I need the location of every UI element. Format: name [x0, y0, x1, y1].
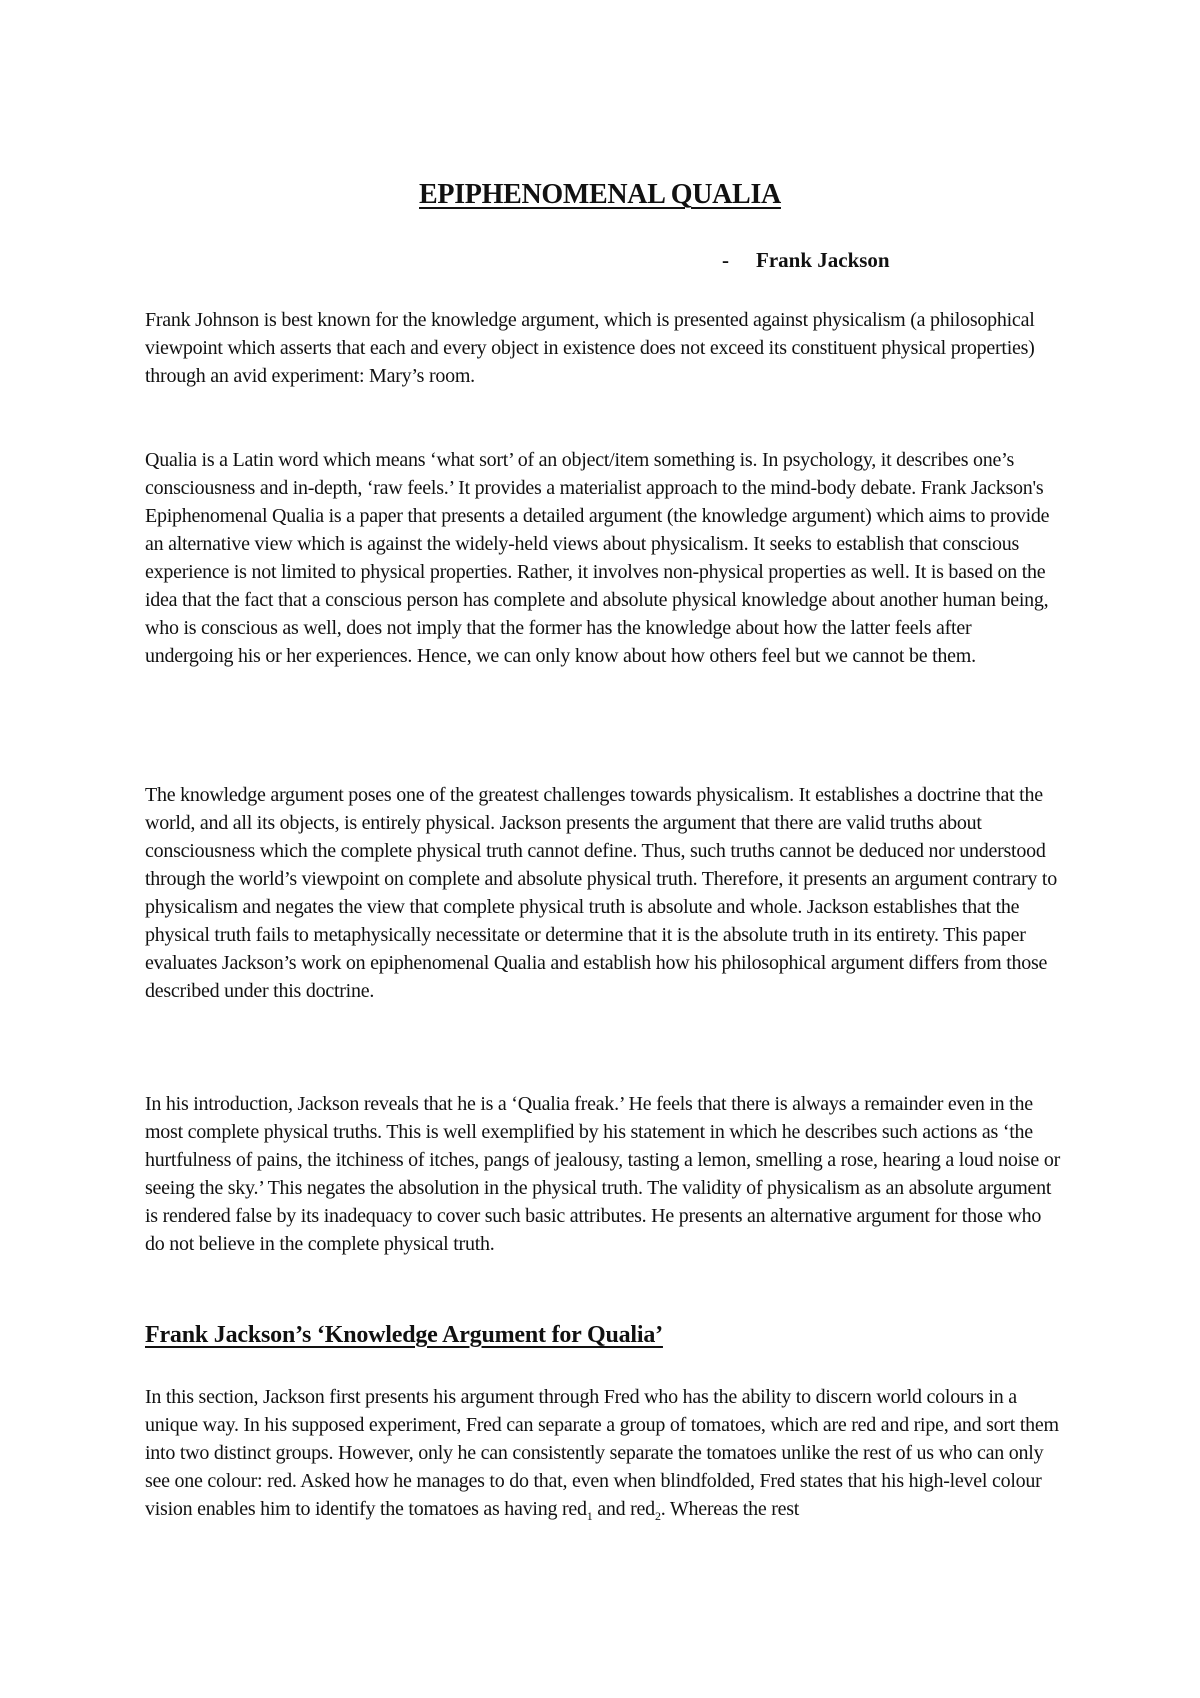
paragraph-3: The knowledge argument poses one of the greatest challenges towards physicalism. It establishes a doctrine that the world, and all its objects, is entirely physical. Jackson presents the argument that there are valid truths about consciousness which the complete physical truth cannot define. Thus, such truths cannot be deduced nor understood through the world’s viewpoint on complete and absolute physical truth. Therefore, it presents an argument contrary to physicalism and negates the view that complete physical truth is absolute and whole. Jackson establishes that the physical truth fails to metaphysically necessitate or determine that it is the absolute truth in its entirety. This paper evaluates Jackson’s work on epiphenomenal Qualia and establish how his philosophical argument differs from those described under this doctrine.: [145, 784, 1057, 1002]
red-subscript-2: 2: [654, 1509, 661, 1523]
section-paragraph-and: and red: [592, 1498, 655, 1520]
paragraph-4: In his introduction, Jackson reveals that he is a ‘Qualia freak.’ He feels that there is always a remainder even in the most complete physical truths. This is well exemplified by his statement in which he describes such actions as ‘the hurtfulness of pains, the itchiness of itches, pangs of jealousy, tasting a lemon, smelling a rose, hearing a loud noise or seeing the sky.’ This negates the absolution in the physical truth. The validity of physicalism as an absolute argument is rendered false by its inadequacy to cover such basic attributes. He presents an alternative argument for those who do not believe in the complete physical truth.: [145, 1093, 1060, 1255]
document-title: [0, 178, 1200, 212]
section-paragraph-main: In this section, Jackson first presents his argument through Fred who has the ability to discern world colours in a unique way. In his supposed experiment, Fred can separate a group of tomatoes, which are red and ripe, and sort them into two distinct groups. However, only he can consistently separate the tomatoes unlike the rest of us who can only see one colour: red. Asked how he manages to do that, even when blindfolded, Fred states that his high-level colour vision enables him to identify the tomatoes as having red: [145, 1386, 1059, 1520]
section-paragraph-end: . Whereas the rest: [660, 1498, 800, 1520]
paragraph-2: Qualia is a Latin word which means ‘what sort’ of an object/item something is. In psychology, it describes one’s consciousness and in-depth, ‘raw feels.’ It provides a materialist approach to the mind-body debate. Frank Jackson's Epiphenomenal Qualia is a paper that presents a detailed argument (the knowledge argument) which aims to provide an alternative view which is against the widely-held views about physicalism. It seeks to establish that conscious experience is not limited to physical properties. Rather, it involves non-physical properties as well. It is based on the idea that the fact that a conscious person has complete and absolute physical knowledge about another human being, who is conscious as well, does not imply that the former has the knowledge about how the latter feels after undergoing his or her experiences. Hence, we can only know about how others feel but we cannot be them.: [145, 449, 1050, 667]
section-paragraph: [145, 1383, 1060, 1523]
document-title-text: EPIPHENOMENAL QUALIA: [419, 179, 781, 210]
red-subscript-1: 1: [586, 1509, 593, 1523]
author-line: [722, 246, 890, 274]
section-heading: Frank Jackson’s ‘Knowledge Argument for Qualia’: [145, 1322, 663, 1348]
author-dash: -: [722, 248, 729, 272]
paragraph-1: Frank Johnson is best known for the knowledge argument, which is presented against physicalism (a philosophical viewpoint which asserts that each and every object in existence does not exceed its constituent physical properties) through an avid experiment: Mary’s room.: [145, 309, 1035, 387]
author-name: Frank Jackson: [756, 248, 890, 272]
